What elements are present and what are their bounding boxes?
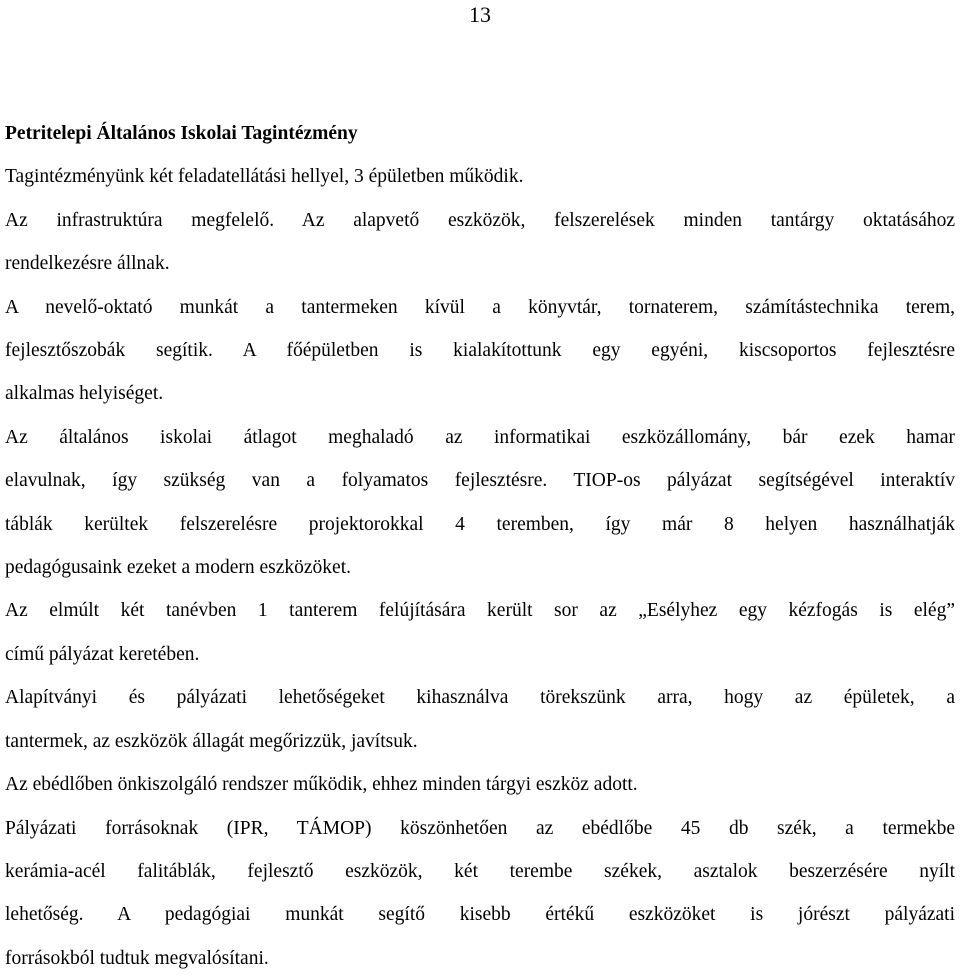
text-line: Az általános iskolai átlagot meghaladó az informatikai eszközállomány, bár ezek hamar <box>5 416 955 459</box>
text-line: Tagintézményünk két feladatellátási hellyel, 3 épületben működik. <box>5 155 955 198</box>
text-line: táblák kerültek felszerelésre projektorokkal 4 teremben, így már 8 helyen használhatják <box>5 503 955 546</box>
paragraph <box>5 155 955 198</box>
text-line: elavulnak, így szükség van a folyamatos fejlesztésre. TIOP-os pályázat segítségével interaktív <box>5 459 955 502</box>
paragraph <box>5 676 955 763</box>
text-line: fejlesztőszobák segítik. A főépületben is kialakítottunk egy egyéni, kiscsoportos fejlesztésre <box>5 329 955 372</box>
paragraph <box>5 199 955 286</box>
document-body <box>5 112 955 980</box>
paragraph <box>5 807 955 980</box>
text-line: című pályázat keretében. <box>5 633 955 676</box>
text-line: Az infrastruktúra megfelelő. Az alapvető eszközök, felszerelések minden tantárgy oktatásához <box>5 199 955 242</box>
section-heading: Petritelepi Általános Iskolai Tagintézmény <box>5 112 955 155</box>
text-line: tantermek, az eszközök állagát megőrizzük, javítsuk. <box>5 720 955 763</box>
paragraph <box>5 589 955 676</box>
text-line: forrásokból tudtuk megvalósítani. <box>5 937 955 980</box>
text-line: rendelkezésre állnak. <box>5 242 955 285</box>
text-line: A nevelő-oktató munkát a tantermeken kívül a könyvtár, tornaterem, számítástechnika terem, <box>5 286 955 329</box>
text-line: Alapítványi és pályázati lehetőségeket kihasználva törekszünk arra, hogy az épületek, a <box>5 676 955 719</box>
paragraph <box>5 416 955 590</box>
text-line: lehetőség. A pedagógiai munkát segítő kisebb értékű eszközöket is jórészt pályázati <box>5 893 955 936</box>
text-line: Az elmúlt két tanévben 1 tanterem felújítására került sor az „Esélyhez egy kézfogás is elég” <box>5 589 955 632</box>
text-line: kerámia-acél falitáblák, fejlesztő eszközök, két terembe székek, asztalok beszerzésére nyílt <box>5 850 955 893</box>
text-line: Pályázati forrásoknak (IPR, TÁMOP) köszönhetően az ebédlőbe 45 db szék, a termekbe <box>5 807 955 850</box>
text-line: Az ebédlőben önkiszolgáló rendszer működik, ehhez minden tárgyi eszköz adott. <box>5 763 955 806</box>
page-number: 13 <box>0 2 960 28</box>
paragraph <box>5 763 955 806</box>
paragraph-list <box>5 155 955 980</box>
text-line: pedagógusaink ezeket a modern eszközöket. <box>5 546 955 589</box>
text-line: alkalmas helyiséget. <box>5 372 955 415</box>
paragraph <box>5 286 955 416</box>
